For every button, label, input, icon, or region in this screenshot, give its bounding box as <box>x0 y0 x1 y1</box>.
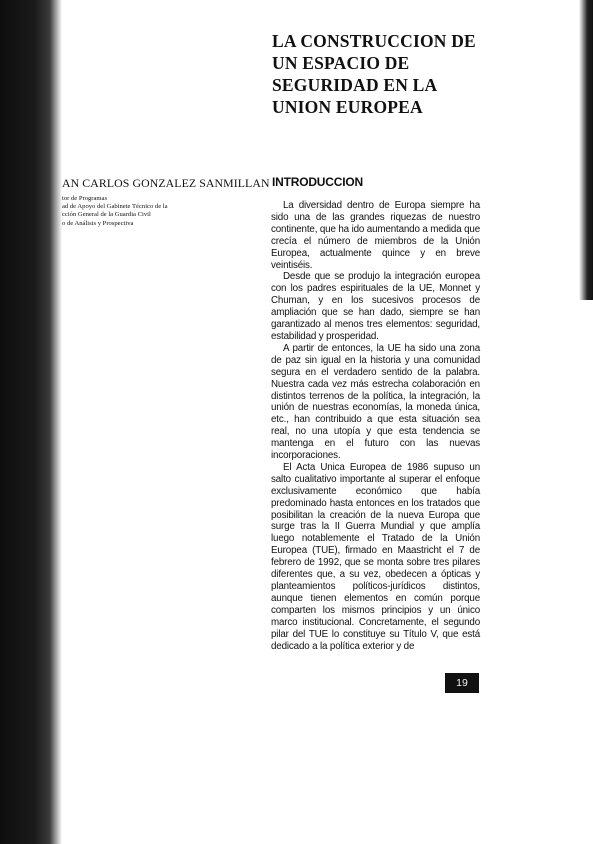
title-line: LA CONSTRUCCION DE <box>272 31 476 51</box>
body-paragraph: A partir de entonces, la UE ha sido una zona de paz sin igual en la historia y una comunidad segura en el verdadero sentido de la palabra. Nuestra cada vez más estrecha colaboración en distintos terrenos de la política, la integración, la unión de nuestras economías, la moneda única, etc., han contribuido a que esta situación sea real, no una utopía y que esta tendencia se mantenga en el futuro con las nuevas incorporaciones. <box>271 342 480 462</box>
author-affiliation-line: ad de Apoyo del Gabinete Técnico de la <box>62 203 168 211</box>
author-affiliation-line: cción General de la Guardia Civil <box>62 211 151 219</box>
title-line: UNION EUROPEA <box>272 97 423 117</box>
page-number: 19 <box>445 673 479 693</box>
author-name: AN CARLOS GONZALEZ SANMILLAN <box>62 176 270 190</box>
title-line: UN ESPACIO DE <box>272 53 410 73</box>
body-paragraph: Desde que se produjo la integración europea con los padres espirituales de la UE, Monnet y Chuman, y en los sucesivos procesos de ampliación que se han dado, siempre se han garantizado al menos tres elementos: seguridad, estabilidad y prosperidad. <box>271 271 480 342</box>
article-title <box>272 30 502 118</box>
section-heading: INTRODUCCION <box>272 175 363 189</box>
author-block <box>62 176 270 228</box>
body-paragraph: El Acta Unica Europea de 1986 supuso un salto cualitativo importante al superar el enfoque exclusivamente económico que había predominado hasta entonces en los tratados que posibilitan la creación de la nueva Europa que surge tras la II Guerra Mundial y que amplía luego notablemente el Tratado de la Unión Europea (TUE), firmado en Maastricht el 7 de febrero de 1992, que se monta sobre tres pilares diferentes que, a su vez, obedecen a ópticas y planteamientos políticos-jurídicos distintos, aunque tienen elementos en común porque comparten los mismos principios y un único marco institucional. Concretamente, el segundo pilar del TUE lo constituye su Título V, que está dedicado a la política exterior y de <box>271 461 480 652</box>
scan-binding-shadow <box>0 0 62 844</box>
author-affiliation-line: o de Análisis y Prospectiva <box>62 219 134 227</box>
body-text <box>271 200 480 652</box>
author-affiliation-line: tor de Programas <box>62 195 108 202</box>
title-line: SEGURIDAD EN LA <box>272 75 438 95</box>
body-paragraph: La diversidad dentro de Europa siempre ha sido una de las grandes riquezas de nuestro continente, que ha ido aumentando a medida que crecía el número de miembros de la Unión Europea, actualmente quince y en breve veintiséis. <box>271 200 480 271</box>
scan-edge-shadow <box>579 0 593 300</box>
